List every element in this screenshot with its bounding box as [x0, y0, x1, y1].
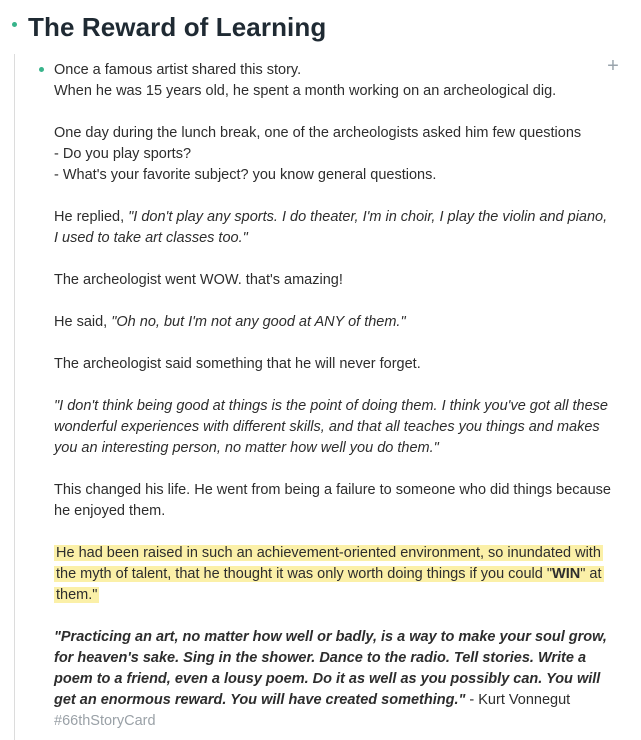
story-line-lunch: One day during the lunch break, one of the archeologists asked him few questions: [54, 125, 582, 141]
bullet-dot-icon[interactable]: [39, 67, 44, 72]
story-block[interactable]: [54, 60, 614, 732]
story-line-sports: - Do you play sports?: [54, 146, 192, 162]
highlight-mark: [54, 545, 604, 603]
said-quote: "Oh no, but I'm not any good at ANY of them.": [111, 314, 406, 330]
highlight-win: WIN: [552, 566, 581, 582]
changed-life-paragraph: This changed his life. He went from being a failure to someone who did things because he enjoyed them.: [54, 482, 611, 519]
vonnegut-attribution: - Kurt Vonnegut: [465, 692, 571, 708]
title-row: [0, 10, 641, 50]
replied-quote: "I don't play any sports. I do theater, I'm in choir, I play the violin and piano, I used to take art classes too.": [54, 209, 608, 246]
highlighted-paragraph: [54, 543, 614, 606]
title-bullet-icon[interactable]: [12, 22, 17, 27]
story-line-intro: Once a famous artist shared this story.: [54, 62, 302, 78]
vonnegut-quote: "Practicing an art, no matter how well or badly, is a way to make your soul grow, for heaven's sake. Sing in the shower. Dance to the radio. Tell stories. Write a poem to a friend, even a lousy poem. Do it as well as you possibly can. You will get an enormous reward. You will have created something.": [54, 629, 607, 708]
said-paragraph: [54, 312, 614, 333]
hashtag-link[interactable]: #66thStoryCard: [54, 713, 156, 729]
wow-line: The archeologist went WOW. that's amazing!: [54, 272, 343, 288]
indent-guide-line: [14, 54, 15, 740]
said-prefix: He said,: [54, 314, 112, 330]
never-forget-line: The archeologist said something that he will never forget.: [54, 356, 421, 372]
plus-icon[interactable]: +: [607, 55, 619, 77]
story-line-subject: - What's your favorite subject? you know general questions.: [54, 167, 437, 183]
story-line-dig: When he was 15 years old, he spent a month working on an archeological dig.: [54, 83, 557, 99]
highlight-text: He had been raised in such an achievement-oriented environment, so inundated with the myth of talent, that he thought it was only worth doing things if you could ": [56, 545, 601, 582]
archeologist-quote: [54, 396, 614, 459]
vonnegut-paragraph: [54, 627, 614, 711]
replied-prefix: He replied,: [54, 209, 129, 225]
highlight-end: " at them.": [56, 566, 602, 603]
replied-paragraph: [54, 207, 614, 249]
page-title[interactable]: The Reward of Learning: [28, 12, 327, 42]
archeologist-quote-text: "I don't think being good at things is the point of doing them. I think you've got all these wonderful experiences with different skills, and that all teaches you things and makes you an interesting person, no matter how well you do them.": [54, 398, 608, 456]
